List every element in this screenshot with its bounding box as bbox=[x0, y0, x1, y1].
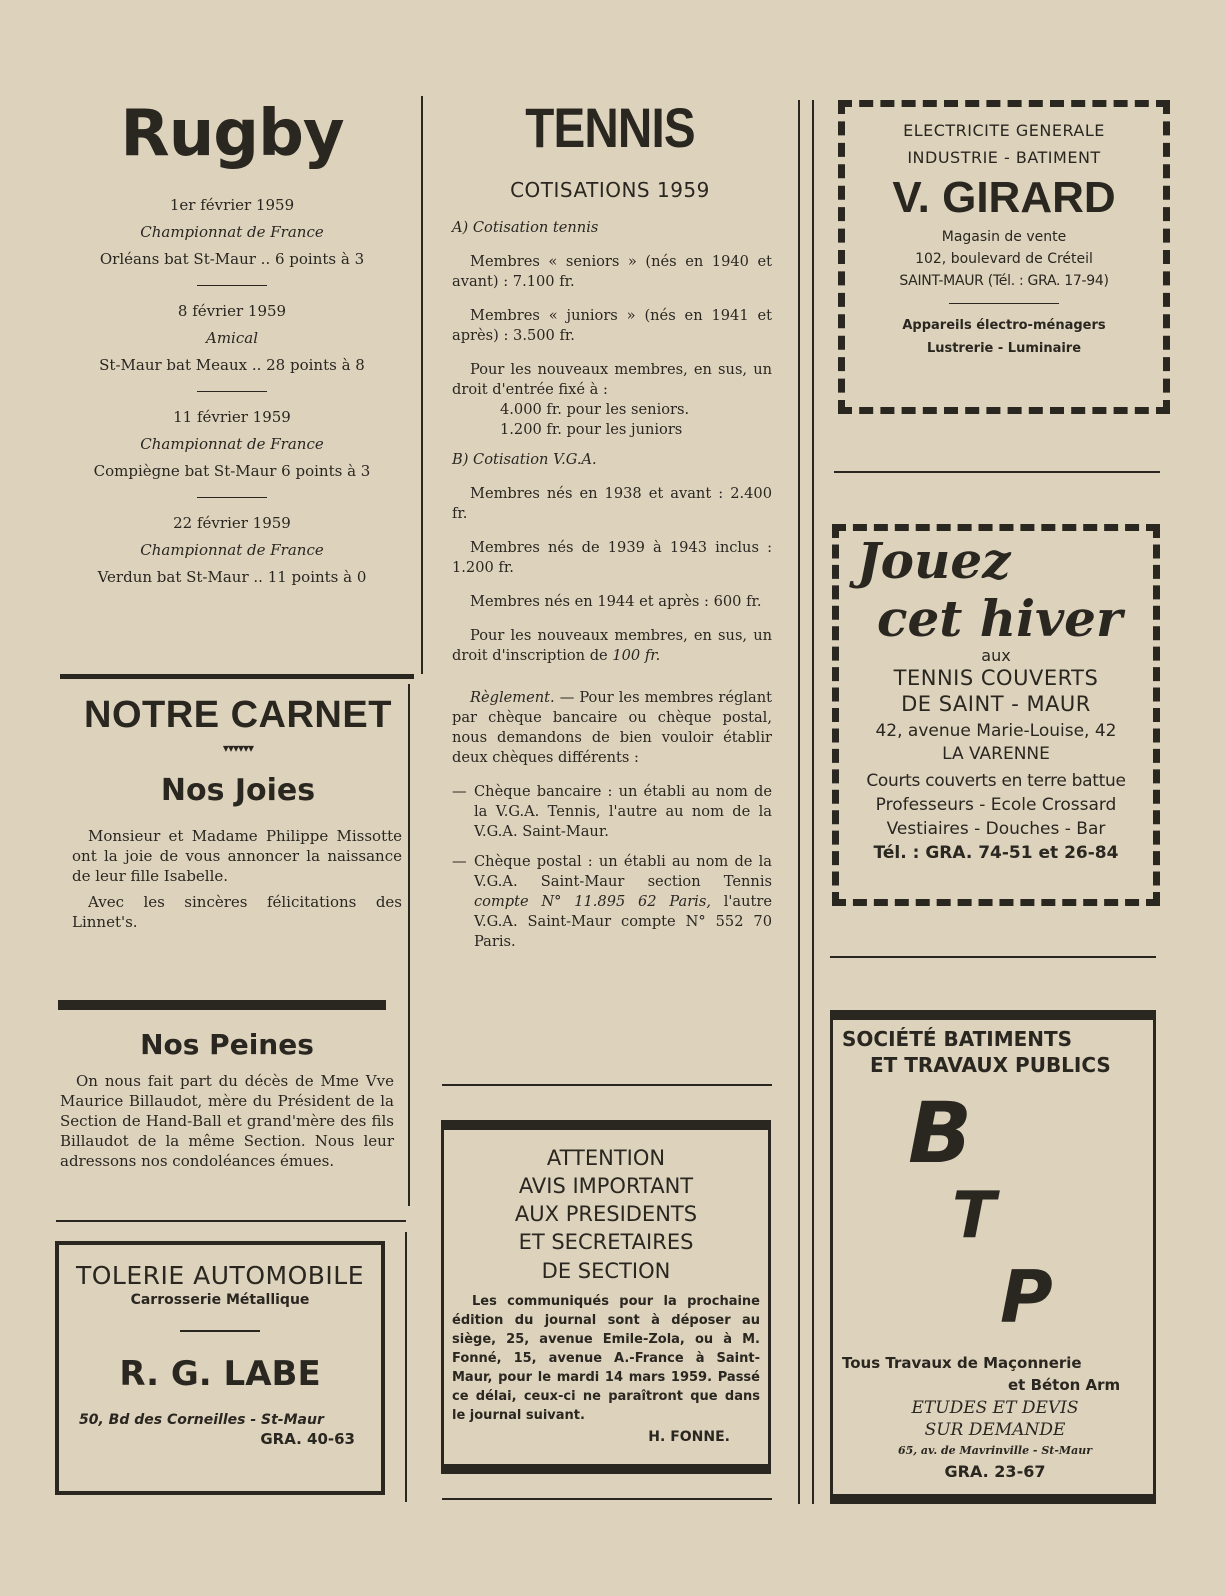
rugby-title: Rugby bbox=[120, 97, 344, 171]
jouez-l7: LA VARENNE bbox=[942, 744, 1050, 764]
tennis-item-2 bbox=[452, 852, 772, 952]
column-rule-1 bbox=[421, 96, 423, 674]
girard-name: V. GIRARD bbox=[892, 173, 1116, 222]
girard-l2: INDUSTRIE - BATIMENT bbox=[907, 148, 1101, 167]
tennis-item-2a: Chèque postal : un établi au nom de la V.G.A. Saint-Maur section Tennis bbox=[474, 853, 772, 890]
tennis-item-1 bbox=[452, 782, 772, 842]
tennis-reglement bbox=[452, 688, 772, 768]
jouez-l3: aux bbox=[981, 646, 1011, 665]
match-date: 22 février 1959 bbox=[173, 514, 291, 532]
jouez-l6: 42, avenue Marie-Louise, 42 bbox=[875, 721, 1117, 741]
tennis-b-p4-text: Pour les nouveaux membres, en sus, un droit d'inscription de bbox=[452, 627, 772, 664]
girard-l5: SAINT-MAUR (Tél. : GRA. 17-94) bbox=[899, 273, 1109, 289]
match-competition: Amical bbox=[206, 329, 258, 347]
jouez-ad bbox=[832, 524, 1160, 906]
btp-l6: SUR DEMANDE bbox=[924, 1420, 1066, 1440]
girard-l6: Appareils électro-ménagers bbox=[902, 318, 1106, 333]
column-rule-2 bbox=[798, 100, 800, 1504]
btp-l2: ET TRAVAUX PUBLICS bbox=[870, 1053, 1111, 1077]
attention-l4: ET SECRETAIRES bbox=[518, 1230, 694, 1254]
rugby-section bbox=[56, 96, 408, 591]
girard-l7: Lustrerie - Luminaire bbox=[926, 341, 1082, 356]
jouez-l2: cet hiver bbox=[877, 589, 1123, 648]
tennis-item-2c: l'autre V.G.A. Saint-Maur compte N° 552 70 Paris. bbox=[474, 893, 772, 950]
tennis-a-p3-line2: 1.200 fr. pour les juniors bbox=[500, 421, 683, 438]
divider bbox=[197, 391, 267, 392]
attention-top-rule bbox=[441, 1120, 771, 1130]
tennis-b-p3: Membres nés en 1944 et après : 600 fr. bbox=[470, 593, 762, 610]
tolerie-phone: GRA. 40-63 bbox=[260, 1430, 355, 1448]
joies-title: Nos Joies bbox=[160, 773, 316, 808]
divider bbox=[830, 956, 1156, 958]
tennis-item-1-text: Chèque bancaire : un établi au nom de la V.G.A. Tennis, l'autre au nom de la V.G.A. Saint-Maur. bbox=[474, 783, 772, 840]
divider bbox=[197, 497, 267, 498]
tolerie-line2: Carrosserie Métallique bbox=[130, 1292, 310, 1308]
btp-bottom-rule bbox=[830, 1494, 1156, 1504]
tennis-item-2-text bbox=[474, 852, 772, 952]
divider bbox=[442, 1498, 772, 1500]
dash-bullet: — bbox=[452, 783, 467, 800]
tennis-b-p2: Membres nés de 1939 à 1943 inclus : 1.200 fr. bbox=[452, 539, 772, 576]
tennis-a-p1: Membres « seniors » (nés en 1940 et avant) : 7.100 fr. bbox=[452, 253, 772, 290]
tennis-b-p4-amount: 100 fr. bbox=[612, 647, 661, 664]
peines-section bbox=[60, 1028, 394, 1171]
joies-text: Monsieur et Madame Philippe Missotte ont la joie de vous annoncer la naissance de leur fille Isabelle. bbox=[72, 827, 402, 885]
match-result: St-Maur bat Meaux .. 28 points à 8 bbox=[99, 356, 365, 374]
divider bbox=[197, 285, 267, 286]
jouez-l5: DE SAINT - MAUR bbox=[901, 692, 1091, 716]
match-2 bbox=[56, 298, 408, 392]
match-competition: Championnat de France bbox=[140, 435, 324, 453]
btp-l8: GRA. 23-67 bbox=[944, 1462, 1046, 1481]
attention-l5: DE SECTION bbox=[541, 1259, 671, 1283]
match-result: Compiègne bat St-Maur 6 points à 3 bbox=[93, 462, 371, 480]
divider bbox=[834, 471, 1160, 473]
peines-title: Nos Peines bbox=[140, 1028, 314, 1061]
column-rule-1c bbox=[405, 1232, 407, 1502]
match-result: Orléans bat St-Maur .. 6 points à 3 bbox=[99, 250, 365, 268]
tolerie-address: 50, Bd des Corneilles - St-Maur bbox=[79, 1412, 324, 1428]
btp-l4: et Béton Arm bbox=[1008, 1376, 1121, 1394]
attention-left-rule bbox=[441, 1120, 444, 1468]
attention-l2: AVIS IMPORTANT bbox=[518, 1174, 694, 1198]
attention-right-rule bbox=[768, 1120, 771, 1468]
jouez-l9: Professeurs - Ecole Crossard bbox=[875, 795, 1117, 815]
column-rule-2b bbox=[812, 100, 814, 1504]
btp-letter-t: T bbox=[952, 1179, 996, 1253]
carnet-title: NOTRE CARNET bbox=[84, 694, 392, 736]
attention-ad bbox=[452, 1144, 760, 1445]
tennis-reglement-text: — Pour les membres réglant par chèque bancaire ou chèque postal, nous demandons de bien vouloir établir deux chèques différents : bbox=[452, 689, 772, 766]
btp-top-rule bbox=[830, 1010, 1156, 1020]
match-date: 1er février 1959 bbox=[169, 196, 295, 214]
tennis-b-head: B) Cotisation V.G.A. bbox=[452, 451, 597, 468]
tennis-item-2b: compte N° 11.895 62 Paris, bbox=[474, 893, 711, 910]
tennis-a-p2: Membres « juniors » (nés en 1941 et après) : 3.500 fr. bbox=[452, 307, 772, 344]
btp-l1: SOCIÉTÉ BATIMENTS bbox=[842, 1027, 1073, 1051]
attention-l1: ATTENTION bbox=[546, 1146, 666, 1170]
tennis-subtitle: COTISATIONS 1959 bbox=[510, 178, 710, 202]
jouez-l4: TENNIS COUVERTS bbox=[893, 666, 1099, 690]
tennis-a-p3-line1: 4.000 fr. pour les seniors. bbox=[500, 401, 690, 418]
btp-l5: ETUDES ET DEVIS bbox=[911, 1398, 1079, 1418]
girard-l3: Magasin de vente bbox=[941, 229, 1067, 245]
attention-signature: H. FONNE. bbox=[648, 1429, 730, 1445]
girard-ad bbox=[838, 100, 1170, 414]
match-result: Verdun bat St-Maur .. 11 points à 0 bbox=[97, 568, 367, 586]
btp-left-rule bbox=[830, 1010, 833, 1498]
attention-body: Les communiqués pour la prochaine édition du journal sont à déposer au siège, 25, avenue Emile-Zola, ou à M. Fonné, 15, avenue A.-France à Saint-Maur, pour le mardi 14 mars 1959. Passé ce délai, ceux-ci ne paraîtront que dans le journal suivant. bbox=[452, 1294, 760, 1423]
tennis-b-p4 bbox=[452, 626, 772, 666]
btp-l3: Tous Travaux de Maçonnerie bbox=[842, 1354, 1082, 1372]
match-3 bbox=[56, 404, 408, 498]
dash-bullet: — bbox=[452, 853, 467, 870]
tolerie-ad bbox=[55, 1241, 385, 1495]
divider bbox=[180, 1330, 260, 1332]
btp-l7: 65, av. de Mavrinville - St-Maur bbox=[897, 1444, 1093, 1457]
carnet-section bbox=[60, 694, 416, 932]
tennis-b-p1: Membres nés en 1938 et avant : 2.400 fr. bbox=[452, 485, 772, 522]
btp-ad bbox=[838, 1026, 1152, 1492]
match-1 bbox=[56, 192, 408, 286]
tennis-a-p3: Pour les nouveaux membres, en sus, un droit d'entrée fixé à : bbox=[452, 361, 772, 398]
divider bbox=[949, 303, 1059, 304]
jouez-l10: Vestiaires - Douches - Bar bbox=[886, 819, 1106, 839]
divider bbox=[442, 1084, 772, 1086]
btp-right-rule bbox=[1153, 1010, 1156, 1498]
match-competition: Championnat de France bbox=[140, 223, 324, 241]
tennis-title: TENNIS bbox=[525, 96, 695, 159]
carnet-top-rule bbox=[60, 674, 414, 679]
btp-letter-b: B bbox=[908, 1084, 973, 1182]
btp-letter-p: P bbox=[1000, 1255, 1053, 1339]
attention-l3: AUX PRESIDENTS bbox=[514, 1202, 698, 1226]
tennis-reglement-head: Règlement. bbox=[470, 689, 555, 706]
tolerie-name: R. G. LABE bbox=[119, 1354, 321, 1394]
jouez-l11: Tél. : GRA. 74-51 et 26-84 bbox=[873, 843, 1119, 863]
tennis-section bbox=[440, 96, 780, 952]
match-competition: Championnat de France bbox=[140, 541, 324, 559]
divider bbox=[56, 1220, 406, 1222]
girard-l1: ELECTRICITE GENERALE bbox=[903, 121, 1105, 140]
attention-bottom-rule bbox=[441, 1464, 771, 1474]
ornament: ▾▾▾▾▾▾ bbox=[222, 741, 254, 755]
girard-l4: 102, boulevard de Créteil bbox=[915, 251, 1093, 267]
jouez-l8: Courts couverts en terre battue bbox=[866, 771, 1126, 791]
tolerie-line1: TOLERIE AUTOMOBILE bbox=[75, 1261, 364, 1290]
peines-rule bbox=[58, 1000, 386, 1010]
joies-text-2: Avec les sincères félicitations des Linnet's. bbox=[72, 893, 402, 931]
peines-text: On nous fait part du décès de Mme Vve Maurice Billaudot, mère du Président de la Section de Hand-Ball et grand'mère des fils Billaudot de la même Section. Nous leur adressons nos condoléances émues. bbox=[60, 1072, 394, 1170]
match-date: 11 février 1959 bbox=[173, 408, 291, 426]
match-date: 8 février 1959 bbox=[177, 302, 287, 320]
tennis-a-head: A) Cotisation tennis bbox=[452, 219, 599, 236]
match-4 bbox=[56, 510, 408, 591]
jouez-l1: Jouez bbox=[857, 531, 1011, 590]
